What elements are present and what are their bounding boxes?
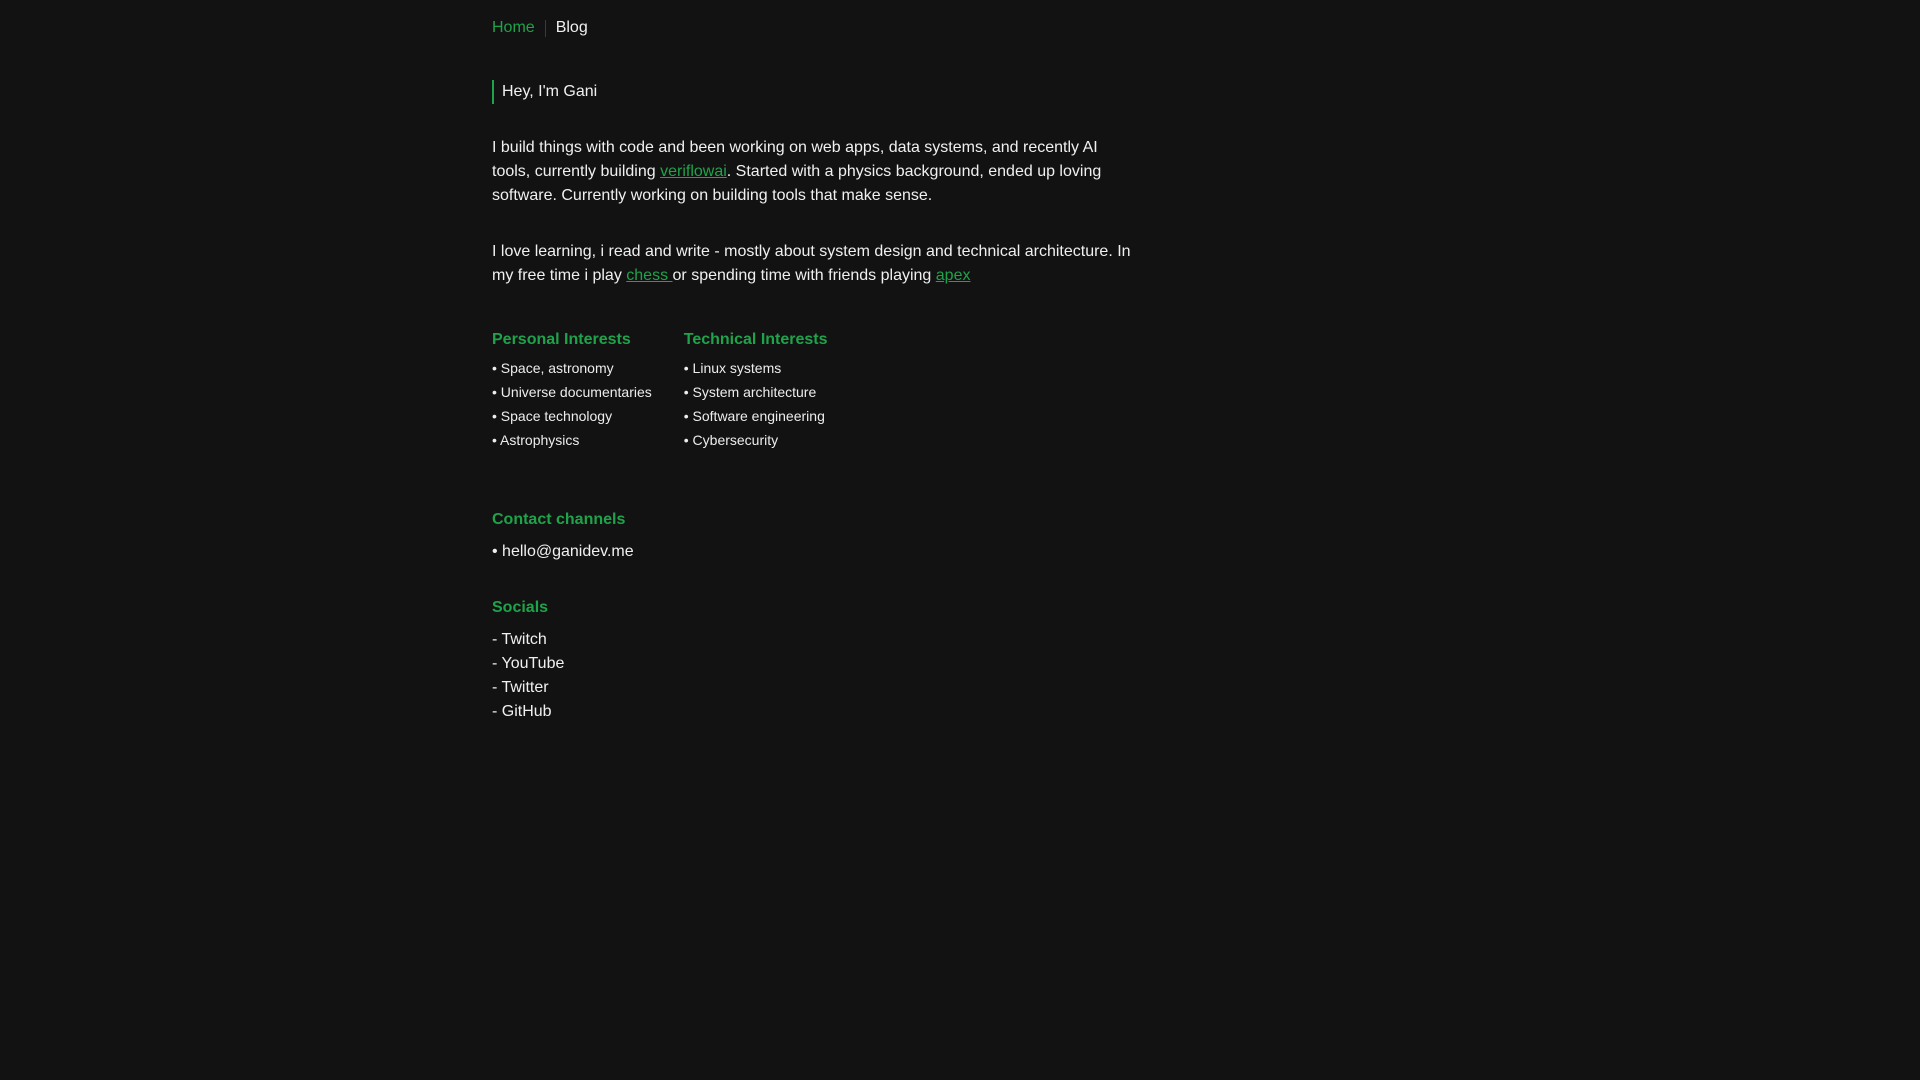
contact-title: Contact channels — [492, 511, 626, 528]
chess-link[interactable]: chess — [626, 267, 673, 284]
apex-link[interactable]: apex — [935, 267, 971, 284]
twitter-link[interactable]: - Twitter — [492, 679, 549, 696]
personal-interests-list — [492, 356, 652, 452]
nav-blog-link[interactable]: Blog — [555, 19, 588, 36]
youtube-link[interactable]: - YouTube — [492, 655, 565, 672]
technical-interests-list — [684, 356, 828, 452]
list-item: • Linux systems — [683, 360, 782, 376]
socials-section — [492, 596, 564, 724]
list-item: • Software engineering — [683, 408, 825, 424]
contact-section — [492, 508, 634, 564]
list-item: • Space technology — [492, 408, 613, 424]
personal-interests-title: Personal Interests — [492, 331, 631, 348]
technical-interests — [684, 328, 828, 452]
about-p1-text-a: I build things with code and been working on web apps, data systems, and recently AI tools, currently building — [492, 139, 1098, 180]
technical-interests-title: Technical Interests — [683, 331, 828, 348]
about-p2-text-b: or spending time with friends playing — [672, 267, 936, 284]
socials-list — [492, 628, 564, 724]
list-item — [492, 652, 564, 676]
about-p1-text-b: . Started with a physics background, ended up loving software. Currently working on building tools that make sense. — [492, 163, 1102, 204]
interests-section — [492, 328, 860, 452]
personal-interests — [492, 328, 652, 452]
about-paragraph-1 — [492, 136, 1137, 208]
github-link[interactable]: - GitHub — [492, 703, 552, 720]
contact-list — [492, 540, 634, 564]
about-p2-text-a: I love learning, i read and write - mostly about system design and technical architecture. In my free time i play — [492, 243, 1131, 284]
socials-title: Socials — [492, 599, 549, 616]
list-item — [492, 700, 564, 724]
list-item: • Space, astronomy — [492, 360, 614, 376]
about-paragraph-2 — [492, 240, 1137, 288]
list-item: • System architecture — [683, 384, 817, 400]
top-nav — [492, 17, 588, 39]
intro-greeting: Hey, I'm Gani — [492, 80, 597, 104]
list-item: • Cybersecurity — [683, 432, 779, 448]
veriflowai-link[interactable]: veriflowai — [660, 163, 727, 180]
nav-home-link[interactable]: Home — [492, 19, 535, 36]
nav-divider — [545, 20, 546, 37]
list-item: • Astrophysics — [492, 432, 580, 448]
twitch-link[interactable]: - Twitch — [492, 631, 547, 648]
list-item — [492, 676, 564, 700]
contact-email[interactable]: • hello@ganidev.me — [492, 543, 634, 560]
list-item — [492, 628, 564, 652]
list-item: • Universe documentaries — [492, 384, 652, 400]
